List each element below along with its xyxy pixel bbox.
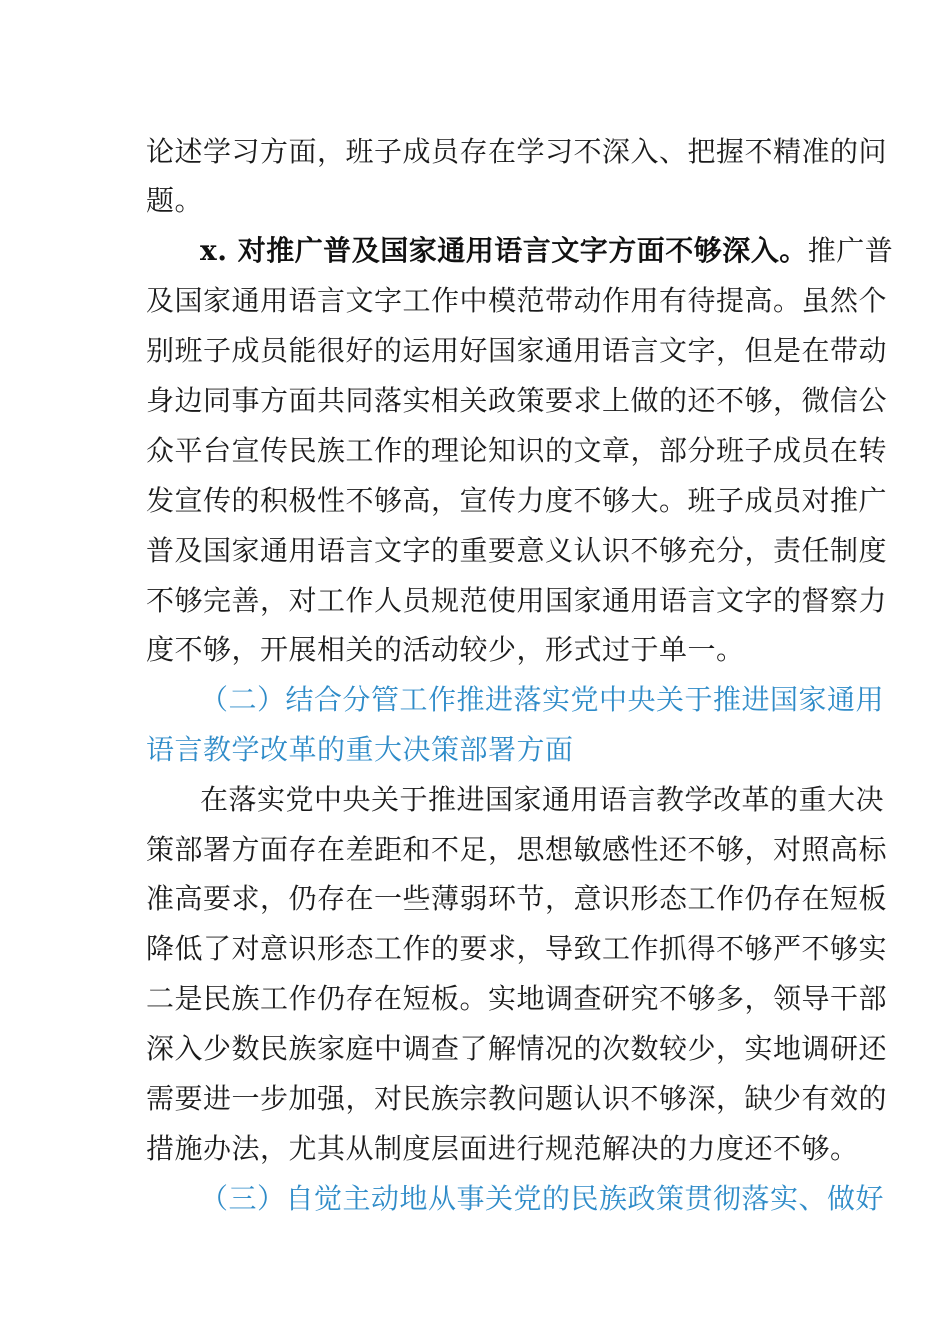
paragraph-line: 深入少数民族家庭中调查了解情况的次数较少，实地调研还 [146,1032,888,1065]
paragraph-line: 别班子成员能很好的运用好国家通用语言文字，但是在带动 [146,334,888,367]
paragraph-line: 需要进一步加强，对民族宗教问题认识不够深，缺少有效的 [146,1082,888,1115]
paragraph-line: 题。 [146,184,204,217]
paragraph-line: 不够完善，对工作人员规范使用国家通用语言文字的督察力 [146,584,888,617]
paragraph-line: 论述学习方面，班子成员存在学习不深入、把握不精准的问 [146,135,888,168]
paragraph-text: 推广普 [807,234,894,267]
paragraph-line: 策部署方面存在差距和不足，思想敏感性还不够，对照高标 [146,833,888,866]
section-heading-3: （三）自觉主动地从事关党的民族政策贯彻落实、做好 [200,1182,885,1215]
section-heading-2-continued: 语言教学改革的重大决策部署方面 [146,733,574,766]
paragraph-line: 二是民族工作仍存在短板。实地调查研究不够多，领导干部 [146,982,888,1015]
paragraph-line: 发宣传的积极性不够高，宣传力度不够大。班子成员对推广 [146,484,888,517]
section-heading-2: （二）结合分管工作推进落实党中央关于推进国家通用 [200,683,885,716]
paragraph-line: 普及国家通用语言文字的重要意义认识不够充分，责任制度 [146,534,888,567]
paragraph-line: 度不够，开展相关的活动较少，形式过于单一。 [146,633,745,666]
paragraph-first-line [200,233,894,269]
bold-lead-sentence: x. 对推广普及国家通用语言文字方面不够深入。 [200,234,808,267]
paragraph-line: 身边同事方面共同落实相关政策要求上做的还不够，微信公 [146,384,888,417]
paragraph-line: 众平台宣传民族工作的理论知识的文章，部分班子成员在转 [146,434,888,467]
paragraph-line: 降低了对意识形态工作的要求，导致工作抓得不够严不够实 [146,932,888,965]
paragraph-line: 及国家通用语言文字工作中模范带动作用有待提高。虽然个 [146,284,888,317]
paragraph-line: 准高要求，仍存在一些薄弱环节，意识形态工作仍存在短板 [146,882,888,915]
paragraph-first-line: 在落实党中央关于推进国家通用语言教学改革的重大决 [200,783,885,816]
paragraph-line: 措施办法，尤其从制度层面进行规范解决的力度还不够。 [146,1132,859,1165]
